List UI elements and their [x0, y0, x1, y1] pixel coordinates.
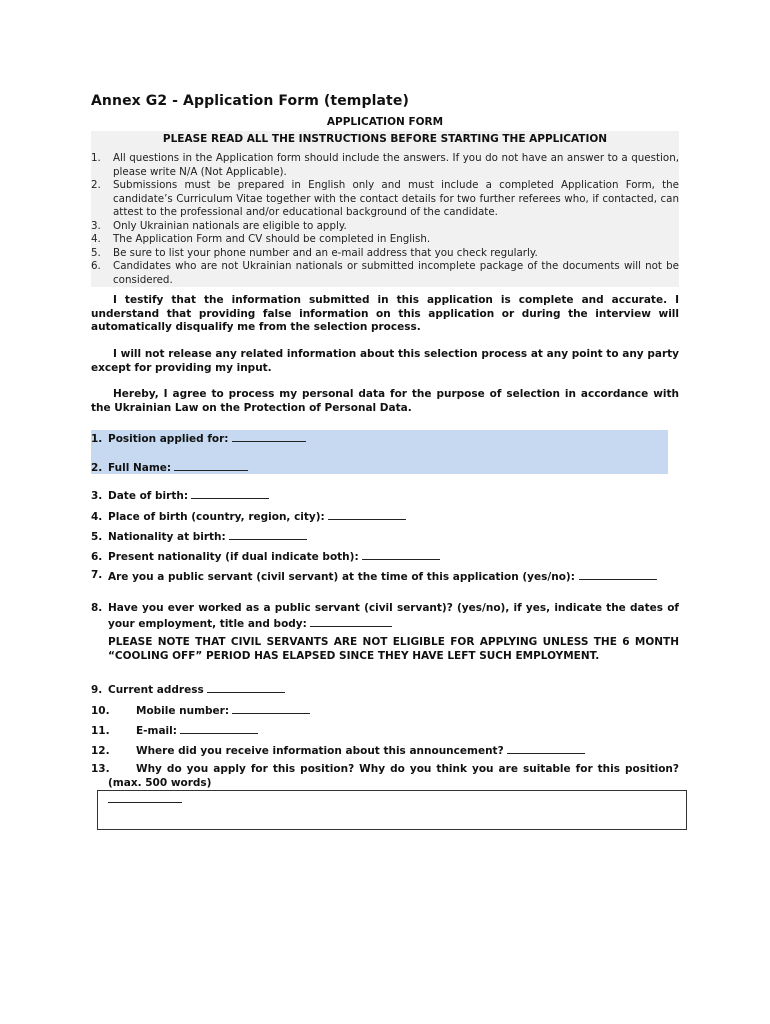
- instructions-heading: PLEASE READ ALL THE INSTRUCTIONS BEFORE STARTING THE APPLICATION: [162, 133, 608, 145]
- instruction-item: [91, 260, 679, 287]
- field-number: 7.: [91, 569, 103, 581]
- instruction-number: 5.: [91, 246, 101, 259]
- announcement-source-input[interactable]: [507, 743, 585, 754]
- position-applied-input[interactable]: [232, 431, 306, 442]
- instruction-number: 4.: [91, 233, 101, 245]
- field-date-of-birth: [91, 488, 679, 504]
- place-of-birth-input[interactable]: [328, 509, 406, 520]
- field-label: Place of birth (country, region, city):: [108, 511, 325, 523]
- field-motivation: [91, 763, 679, 790]
- field-number: 1.: [91, 433, 103, 445]
- field-label: Why do you apply for this position? Why do you think you are suitable for this position? (max. 500 words): [108, 763, 679, 789]
- field-email: [91, 723, 679, 739]
- field-announcement-source: [91, 743, 679, 759]
- instruction-item: [91, 152, 679, 179]
- field-present-nationality: [91, 549, 679, 565]
- field-public-servant: [91, 569, 679, 585]
- instruction-text: Submissions must be prepared in English only and must include a completed Application Form, the candidate’s Curriculum Vitae together with the contact details for two further referees who, if contacted, can attest to the professional and/or educational background of the candidate.: [113, 179, 679, 218]
- field-mobile-number: [91, 703, 679, 719]
- field-place-of-birth: [91, 509, 679, 525]
- field-number: 2.: [91, 462, 103, 474]
- field-number: 6.: [91, 551, 103, 563]
- field-number: 11.: [91, 725, 110, 737]
- field-full-name: [91, 460, 679, 476]
- mobile-number-input[interactable]: [232, 703, 310, 714]
- field-nationality-at-birth: [91, 529, 679, 545]
- instruction-text: Candidates who are not Ukrainian nationals or submitted incomplete package of the documents will not be considered.: [113, 260, 679, 286]
- non-disclosure-declaration: I will not release any related information about this selection process at any point to any party except for providing my input.: [91, 348, 679, 374]
- field-number: 4.: [91, 511, 103, 523]
- field-number: 3.: [91, 490, 103, 502]
- worked-public-servant-input[interactable]: [310, 616, 392, 627]
- field-label: E-mail:: [136, 725, 177, 737]
- field-number: 10.: [91, 705, 110, 717]
- field-label: Position applied for:: [108, 433, 229, 445]
- motivation-answer-line[interactable]: [108, 792, 182, 803]
- instruction-item: [91, 179, 679, 220]
- field-label: Present nationality (if dual indicate both):: [108, 551, 359, 563]
- field-worked-public-servant: [91, 602, 679, 631]
- field-number: 9.: [91, 684, 103, 696]
- field-current-address: [91, 682, 679, 698]
- instruction-number: 2.: [91, 179, 101, 191]
- field-label: Date of birth:: [108, 490, 189, 502]
- field-number: 13.: [91, 763, 110, 775]
- field-position-applied: [91, 431, 679, 447]
- instructions-list: [91, 152, 679, 287]
- field-label: Current address: [108, 684, 204, 696]
- field-number: 8.: [91, 602, 103, 614]
- field-label: Mobile number:: [136, 705, 230, 717]
- field-label: Full Name:: [108, 462, 172, 474]
- instruction-item: [91, 247, 679, 261]
- instruction-item: [91, 220, 679, 234]
- form-title: APPLICATION FORM: [326, 116, 444, 128]
- current-address-input[interactable]: [207, 682, 285, 693]
- cooling-off-note: [91, 636, 679, 663]
- instruction-number: 1.: [91, 152, 101, 164]
- data-consent-declaration: Hereby, I agree to process my personal data for the purpose of selection in accordance with the Ukrainian Law on the Protection of Personal Data.: [91, 388, 679, 414]
- public-servant-input[interactable]: [579, 569, 657, 580]
- testify-declaration: I testify that the information submitted in this application is complete and accurate. I understand that providing false information on this application or during the interview will automatically disqualify me from the selection process.: [91, 294, 679, 333]
- present-nationality-input[interactable]: [362, 549, 440, 560]
- field-number: 12.: [91, 745, 110, 757]
- annex-title: Annex G2 - Application Form (template): [91, 93, 409, 109]
- instruction-number: 3.: [91, 219, 101, 232]
- date-of-birth-input[interactable]: [191, 488, 269, 499]
- instruction-text: Only Ukrainian nationals are eligible to apply.: [113, 219, 347, 232]
- instruction-item: [91, 233, 679, 247]
- field-label: Nationality at birth:: [108, 531, 226, 543]
- field-label: Have you ever worked as a public servant (civil servant)? (yes/no), if yes, indicate the dates of your employment, title and body:: [108, 602, 679, 630]
- motivation-answer-box[interactable]: [97, 790, 687, 830]
- full-name-input[interactable]: [174, 460, 248, 471]
- instruction-text: The Application Form and CV should be completed in English.: [113, 233, 431, 245]
- cooling-off-note-text: PLEASE NOTE THAT CIVIL SERVANTS ARE NOT ELIGIBLE FOR APPLYING UNLESS THE 6 MONTH “COOLING OFF” PERIOD HAS ELAPSED SINCE THEY HAVE LEFT SUCH EMPLOYMENT.: [108, 636, 679, 662]
- instruction-text: Be sure to list your phone number and an e-mail address that you check regularly.: [113, 246, 538, 259]
- instruction-number: 6.: [91, 260, 101, 272]
- email-input[interactable]: [180, 723, 258, 734]
- instruction-text: All questions in the Application form should include the answers. If you do not have an answer to a question, please write N/A (Not Applicable).: [113, 152, 679, 178]
- nationality-at-birth-input[interactable]: [229, 529, 307, 540]
- field-number: 5.: [91, 531, 103, 543]
- field-label: Are you a public servant (civil servant) at the time of this application (yes/no):: [108, 571, 575, 583]
- field-label: Where did you receive information about this announcement?: [136, 745, 504, 757]
